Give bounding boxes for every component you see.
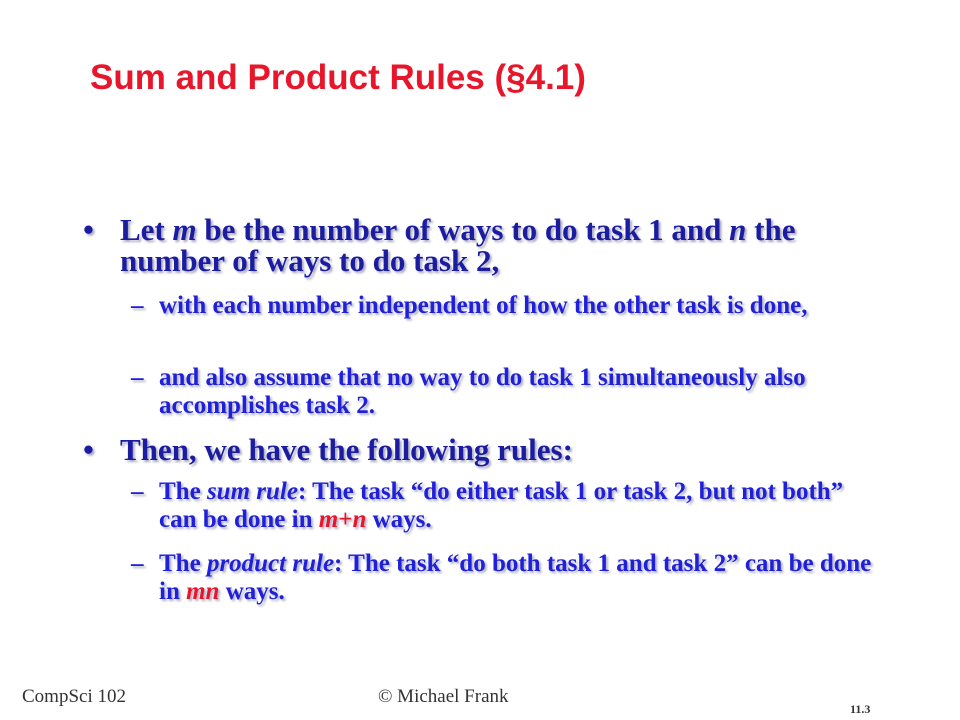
bullet-1-text: Let: [120, 212, 173, 247]
sub-item-3: [131, 478, 879, 534]
footer-course: CompSci 102: [22, 686, 126, 707]
sub-item-3-text: The: [159, 478, 207, 505]
bullet-1-text: the number of ways to do task 2,: [120, 212, 796, 278]
sub-item-3-text: ways.: [366, 506, 432, 533]
sub-item-2-text: and also assume that no way to do task 1 simultaneously also accomplishes task 2.: [159, 364, 806, 419]
dash-icon: –: [131, 364, 144, 391]
dash-icon: –: [131, 478, 144, 505]
dash-icon: –: [131, 292, 144, 319]
footer-page-number: 11.3: [850, 702, 871, 716]
sub-item-1: [131, 292, 879, 320]
sub-item-4-text: : The task “do both task 1 and task 2” can be done in: [159, 550, 872, 605]
var-n: n: [729, 212, 747, 247]
var-mn: mn: [186, 578, 220, 605]
sum-rule-term: sum rule: [206, 478, 298, 505]
product-rule-term: product rule: [206, 550, 335, 577]
bullet-icon: •: [83, 212, 94, 247]
sub-item-4-text: ways.: [219, 578, 285, 605]
sub-item-4-text: The: [159, 550, 207, 577]
sub-item-1-text: with each number independent of how the other task is done,: [159, 292, 808, 319]
slide-title: Sum and Product Rules (§4.1): [90, 58, 586, 97]
bullet-item-1: [83, 212, 880, 278]
sub-item-3-text: : The task “do either task 1 or task 2, but not both” can be done in: [159, 478, 844, 533]
bullet-icon: •: [83, 432, 94, 467]
var-n: n: [352, 506, 367, 533]
var-m: m: [172, 212, 197, 247]
footer-author: © Michael Frank: [378, 686, 509, 707]
sub-item-2: [131, 364, 879, 420]
sub-item-4: [131, 550, 879, 606]
bullet-1-text: be the number of ways to do task 1 and: [196, 212, 730, 247]
plus-sign: +: [338, 506, 353, 533]
dash-icon: –: [131, 550, 144, 577]
var-m: m: [318, 506, 339, 533]
bullet-item-2: [83, 432, 880, 467]
bullet-2-text: Then, we have the following rules:: [120, 432, 573, 467]
